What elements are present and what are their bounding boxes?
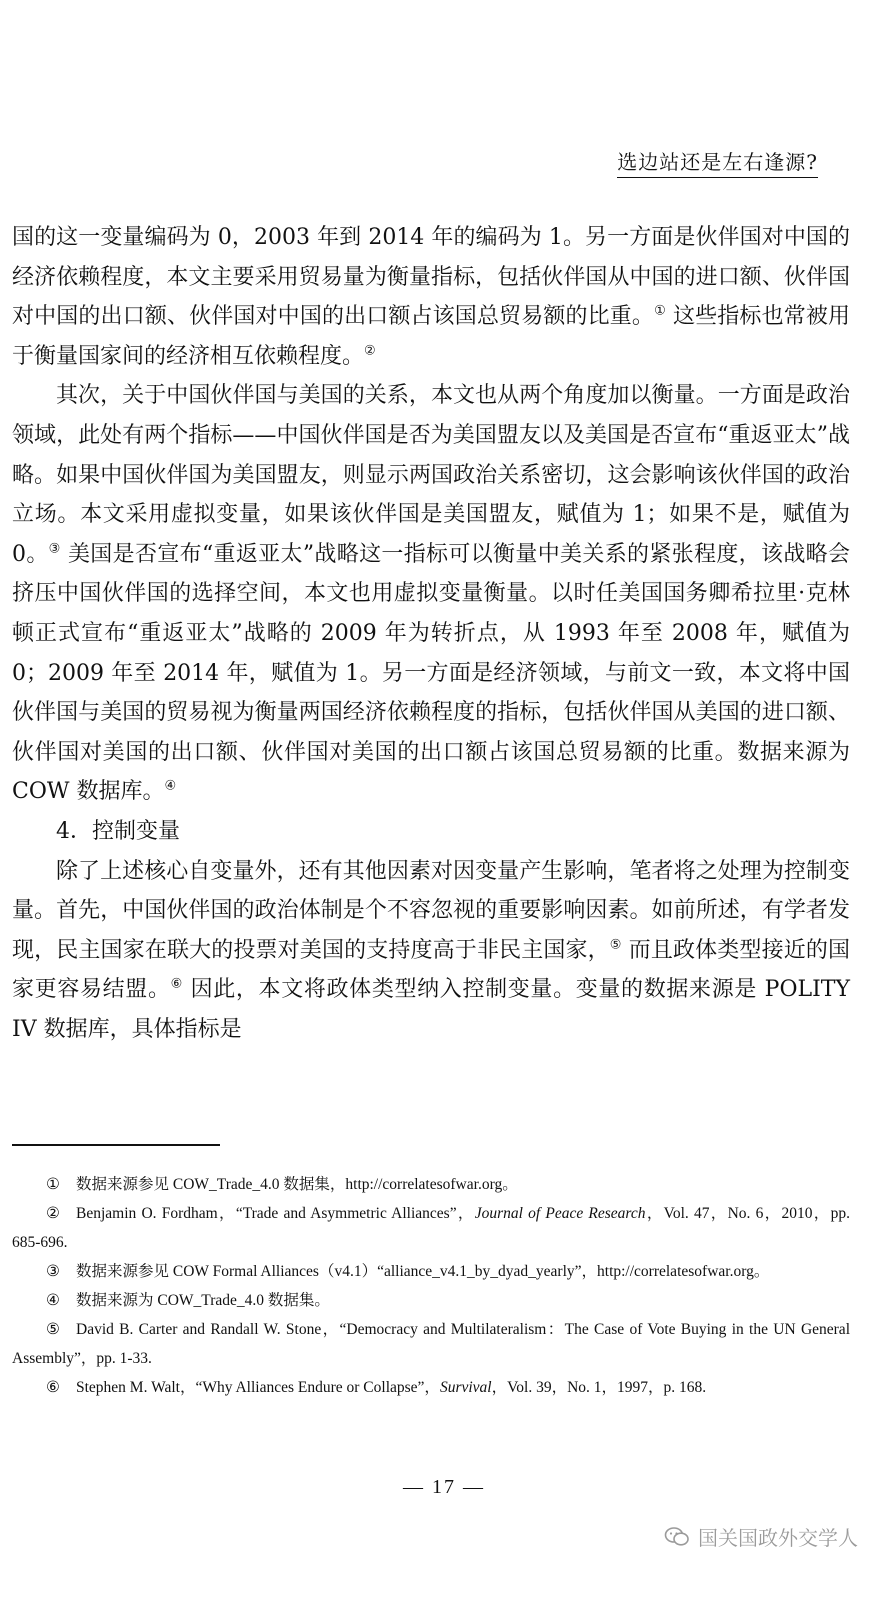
footnote-5: ⑤ David B. Carter and Randall W. Stone，“Democracy and Multilateralism：The Case of Vote Buying in the UN General Assembly”，pp. 1-33.: [12, 1315, 850, 1373]
watermark-text: 国关国政外交学人: [698, 1526, 858, 1550]
footnote-mark: ⑤: [46, 1321, 60, 1338]
running-header: 选边站还是左右逢源?: [617, 146, 818, 178]
footnote-1: ① 数据来源参见 COW_Trade_4.0 数据集，http://correlatesofwar.org。: [12, 1170, 850, 1199]
footnote-ref-2[interactable]: ②: [364, 343, 376, 359]
wechat-icon: [664, 1526, 690, 1548]
journal-title: Survival: [439, 1379, 492, 1396]
paragraph-2: 其次，关于中国伙伴国与美国的关系，本文也从两个角度加以衡量。一方面是政治领域，此处有两个指标——中国伙伴国是否为美国盟友以及美国是否宣布“重返亚太”战略。如果中国伙伴国为美国盟友，则显示两国政治关系密切，这会影响该伙伴国的政治立场。本文采用虚拟变量，如果该伙伴国是美国盟友，赋值为 1；如果不是，赋值为 0。③ 美国是否宣布“重返亚太”战略这一指标可以衡量中美关系的紧张程度，该战略会挤压中国伙伴国的选择空间，本文也用虚拟变量衡量。以时任美国国务卿希拉里·克林顿正式宣布“重返亚太”战略的 2009 年为转折点，从 1993 年至 2008 年，赋值为 0；2009 年至 2014 年，赋值为 1。另一方面是经济领域，与前文一致，本文将中国伙伴国与美国的贸易视为衡量两国经济依赖程度的指标，包括伙伴国从美国的进口额、伙伴国对美国的出口额、伙伴国对美国的出口额占该国总贸易额的比重。数据来源为 COW 数据库。④: [12, 383, 850, 805]
footnote-ref-1[interactable]: ①: [654, 303, 666, 319]
footnote-3: ③ 数据来源参见 COW Formal Alliances（v4.1）“alliance_v4.1_by_dyad_yearly”，http://correlatesofwar.org。: [12, 1257, 850, 1286]
footnote-2: ② Benjamin O. Fordham，“Trade and Asymmetric Alliances”，Journal of Peace Research，Vol. 47，No. 6，2010，pp. 685-696.: [12, 1199, 850, 1257]
footnote-mark: ②: [46, 1205, 60, 1222]
footnote-mark: ⑥: [46, 1379, 60, 1396]
footnote-4: ④ 数据来源为 COW_Trade_4.0 数据集。: [12, 1286, 850, 1315]
footnote-6: ⑥ Stephen M. Walt，“Why Alliances Endure or Collapse”，Survival，Vol. 39，No. 1，1997，p. 168.: [12, 1373, 850, 1402]
footnote-mark: ①: [46, 1176, 60, 1193]
footnote-ref-6[interactable]: ⑥: [170, 976, 183, 992]
journal-title: Journal of Peace Research: [474, 1205, 646, 1222]
paragraph-1: 国的这一变量编码为 0，2003 年到 2014 年的编码为 1。另一方面是伙伴国对中国的经济依赖程度，本文主要采用贸易量为衡量指标，包括伙伴国从中国的进口额、伙伴国对中国的出口额、伙伴国对中国的出口额占该国总贸易额的比重。① 这些指标也常被用于衡量国家间的经济相互依赖程度。②: [12, 225, 850, 369]
footnote-ref-3[interactable]: ③: [48, 541, 61, 557]
footnote-mark: ④: [46, 1292, 60, 1309]
section-heading: 4．控制变量: [56, 818, 180, 844]
footnote-ref-5[interactable]: ⑤: [609, 937, 622, 953]
footnotes: [12, 1170, 850, 1402]
page-number: — 17 —: [403, 1476, 485, 1498]
paragraph-3: 除了上述核心自变量外，还有其他因素对因变量产生影响，笔者将之处理为控制变量。首先，中国伙伴国的政治体制是个不容忽视的重要影响因素。如前所述，有学者发现，民主国家在联大的投票对美国的支持度高于非民主国家，⑤ 而且政体类型接近的国家更容易结盟。⑥ 因此，本文将政体类型纳入控制变量。变量的数据来源是 POLITY IV 数据库，具体指标是: [12, 858, 850, 1042]
footnote-divider: [12, 1144, 220, 1146]
body-text: [12, 218, 850, 1049]
footnote-ref-4[interactable]: ④: [164, 778, 177, 794]
footnote-mark: ③: [46, 1263, 60, 1280]
watermark: [664, 1522, 858, 1551]
